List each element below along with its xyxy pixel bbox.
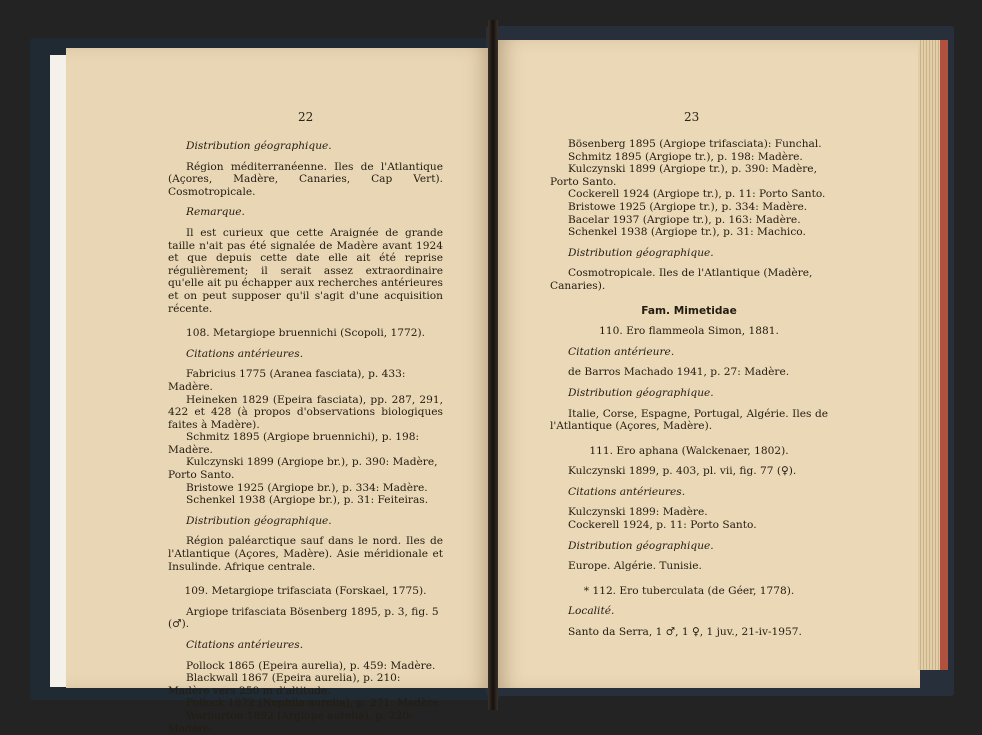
section-heading: Distribution géographique. <box>568 386 714 399</box>
paragraph: Italie, Corse, Espagne, Portugal, Algérie. Iles de l'Atlantique (Açores, Madère). <box>550 407 828 433</box>
book-gutter <box>488 20 498 710</box>
citation-line: Kulczynski 1899 (Argiope br.), p. 390: Madère, Porto Santo. <box>168 456 438 482</box>
citation-line: Fabricius 1775 (Aranea fasciata), p. 433: Madère. <box>168 368 406 393</box>
citation-line: Schenkel 1938 (Argiope tr.), p. 31: Machico. <box>568 226 806 239</box>
citation-line: Schmitz 1895 (Argiope bruennichi), p. 198: Madère. <box>168 431 420 456</box>
section-heading: Citations antérieures. <box>568 485 686 498</box>
red-edge <box>940 40 948 670</box>
section-heading: Distribution géographique. <box>568 539 714 552</box>
citation-line: Bösenberg 1895 (Argiope trifasciata): Funchal. <box>568 138 822 150</box>
left-page-text <box>168 140 443 735</box>
citation-line: Bristowe 1925 (Argiope tr.), p. 334: Madère. <box>568 200 808 213</box>
citation-line: de Barros Machado 1941, p. 27: Madère. <box>568 366 790 379</box>
section-heading: Distribution géographique. <box>568 246 714 259</box>
section-heading: Localité. <box>568 605 615 618</box>
citation-line: Cockerell 1924 (Argiope tr.), p. 11: Porto Santo. <box>568 188 826 201</box>
citation-line: Pollock 1865 (Epeira aurelia), p. 459: Madère. <box>186 659 436 672</box>
citation-line: Cockerell 1924, p. 11: Porto Santo. <box>568 519 757 532</box>
citation-line: Kulczynski 1899, p. 403, pl. vii, fig. 77 (♀). <box>568 465 797 478</box>
citation-line: Bacelar 1937 (Argiope tr.), p. 163: Madère. <box>568 213 801 226</box>
section-heading: Distribution géographique. <box>186 514 332 527</box>
species-heading: 111. Ero aphana (Walckenaer, 1802). <box>589 444 789 457</box>
species-heading: * 112. Ero tuberculata (de Géer, 1778). <box>583 584 795 597</box>
page-number-right: 23 <box>684 110 700 124</box>
family-heading: Fam. Mimetidae <box>641 304 737 317</box>
citation-line: Warburton 1892 (Argiope aurelia), p. 220: Madère. <box>168 709 413 735</box>
section-heading: Distribution géographique. <box>186 140 332 152</box>
citation-line: Kulczynski 1899 (Argiope tr.), p. 390: Madère, Porto Santo. <box>550 163 817 188</box>
paragraph: Santo da Serra, 1 ♂, 1 ♀, 1 juv., 21-iv-1957. <box>568 626 802 639</box>
paragraph: Région paléarctique sauf dans le nord. Iles de l'Atlantique (Açores, Madère). Asie méridionale et Insulinde. Afrique centrale. <box>168 535 443 573</box>
species-heading: 110. Ero flammeola Simon, 1881. <box>599 325 779 338</box>
citation-line: Bristowe 1925 (Argiope br.), p. 334: Madère. <box>186 481 428 494</box>
species-heading: 108. Metargiope bruennichi (Scopoli, 1772). <box>186 327 425 340</box>
section-heading: Citations antérieures. <box>186 639 304 651</box>
citation-line: Pollock 1872 (Nephila aurelia), p. 271: Madère. <box>186 697 443 710</box>
paragraph: Région méditerranéenne. Iles de l'Atlantique (Açores, Madère, Canaries, Cap Vert). Cosmotropicale. <box>168 160 443 198</box>
citation-line: Schmitz 1895 (Argiope tr.), p. 198: Madère. <box>568 150 803 163</box>
right-page-text <box>550 138 828 639</box>
section-heading: Citation antérieure. <box>568 345 675 358</box>
species-heading: 109. Metargiope trifasciata (Forskael, 1775). <box>184 585 427 598</box>
citation-line: Kulczynski 1899: Madère. <box>568 506 708 519</box>
page-number-left: 22 <box>298 110 314 124</box>
paragraph: Cosmotropicale. Iles de l'Atlantique (Madère, Canaries). <box>550 267 813 292</box>
section-heading: Citations antérieures. <box>186 347 304 360</box>
citation-line: Schenkel 1938 (Argiope br.), p. 31: Feiteiras. <box>186 494 429 507</box>
synonym-line: Argiope trifasciata Bösenberg 1895, p. 3, fig. 5 (♂). <box>168 605 439 631</box>
page-stack <box>918 40 940 670</box>
paragraph: Il est curieux que cette Araignée de grande taille n'ait pas été signalée de Madère avant 1924 et que depuis cette date elle ait été reprise régulièrement; il serait assez extraordinaire qu'elle ait pu échapper aux recherches antérieures et on peut supposer qu'il s'agit d'une acquisition récente. <box>168 226 443 315</box>
citation-line: Heineken 1829 (Epeira fasciata), pp. 287, 291, 422 et 428 (à propos d'observations biologiques faites à Madère). <box>168 393 443 431</box>
paragraph: Europe. Algérie. Tunisie. <box>568 560 702 573</box>
citation-line: Blackwall 1867 (Epeira aurelia), p. 210: Madère vers 250 m d'altitude. <box>168 672 401 697</box>
section-heading: Remarque. <box>186 206 245 219</box>
